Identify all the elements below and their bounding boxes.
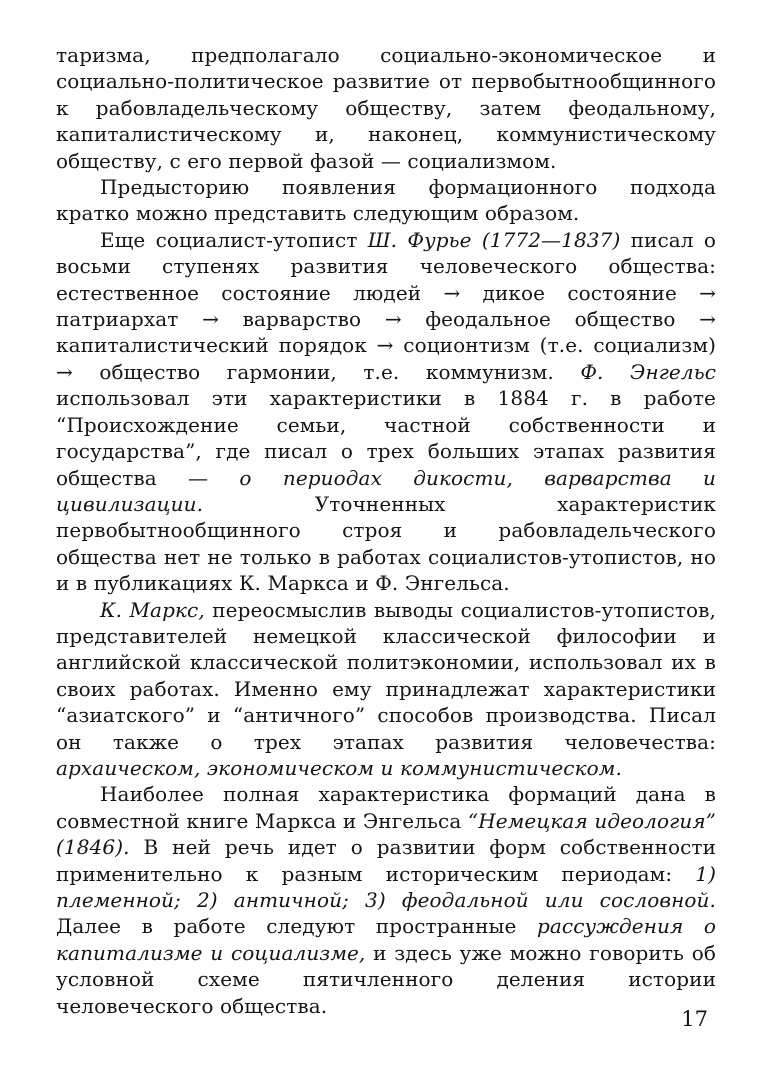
- paragraph: [56, 227, 716, 597]
- text-segment: переосмыслив выводы социалистов-утопистов, представителей немецкой классической философии и английской классической политэкономии, использовал их в своих работах. Именно ему принадлежат характеристики “азиатского” и “античного” способов производства. Писал он также о трех этапах развития человечества:: [56, 597, 716, 754]
- paragraph: [56, 42, 716, 174]
- page-number: 17: [681, 1007, 708, 1031]
- text-segment: Далее в работе следуют пространные: [56, 914, 537, 939]
- text-segment: о периодах дикости, варварства и цивилизации.: [56, 465, 716, 516]
- text-segment: Наиболее полная характеристика формаций дана в совместной книге Маркса и Энгельса: [56, 782, 716, 833]
- text-segment: Еще социалист-утопист: [100, 227, 368, 252]
- text-segment: архаическом, экономическом и коммунистическом.: [56, 755, 622, 780]
- text-segment: Ф. Энгельс: [580, 359, 716, 384]
- text-segment: и здесь уже можно говорить об условной схеме пятичленного деления истории человеческого общества.: [56, 940, 717, 1018]
- text-block: [56, 42, 716, 1019]
- text-segment: К. Маркс,: [100, 597, 205, 622]
- paragraph: [56, 174, 716, 227]
- paragraph: [56, 597, 716, 782]
- text-segment: Предысторию появления формационного подхода кратко можно представить следующим образом.: [56, 175, 716, 226]
- text-segment: Уточненных характеристик первобытнообщинного строя и рабовладельческого общества нет не только в работах социалистов-утопистов, но и в публикациях К. Маркса и Ф. Энгельса.: [56, 491, 716, 596]
- text-segment: 1) племенной; 2) античной; 3) феодальной или сословной.: [56, 861, 716, 912]
- text-segment: В ней речь идет о развитии форм собственности применительно к разным историческим периодам:: [56, 835, 716, 886]
- text-segment: Ш. Фурье (1772—1837): [367, 227, 621, 252]
- text-segment: таризма, предполагало социально-экономическое и социально-политическое развитие от первобытнообщинного к рабовладельческому обществу, затем феодальному, капиталистическому и, наконец, коммунистическому обществу, с его первой фазой — социализмом.: [56, 43, 716, 173]
- text-segment: использовал эти характеристики в 1884 г. в работе “Происхождение семьи, частной собственности и государства”, где писал о трех больших этапах развития общества —: [56, 386, 716, 490]
- text-segment: “Немецкая идеология” (1846).: [56, 808, 717, 860]
- text-segment: рассуждения о капитализме и социализме,: [56, 914, 716, 965]
- paragraph: [56, 781, 716, 1019]
- text-segment: писал о восьми ступенях развития человеческого общества: естественное состояние людей → дикое состояние → патриархат → варварство → феодальное общество → капиталистический порядок → соционтизм (т.е. социализм) → общество гармонии, т.е. коммунизм.: [56, 227, 717, 384]
